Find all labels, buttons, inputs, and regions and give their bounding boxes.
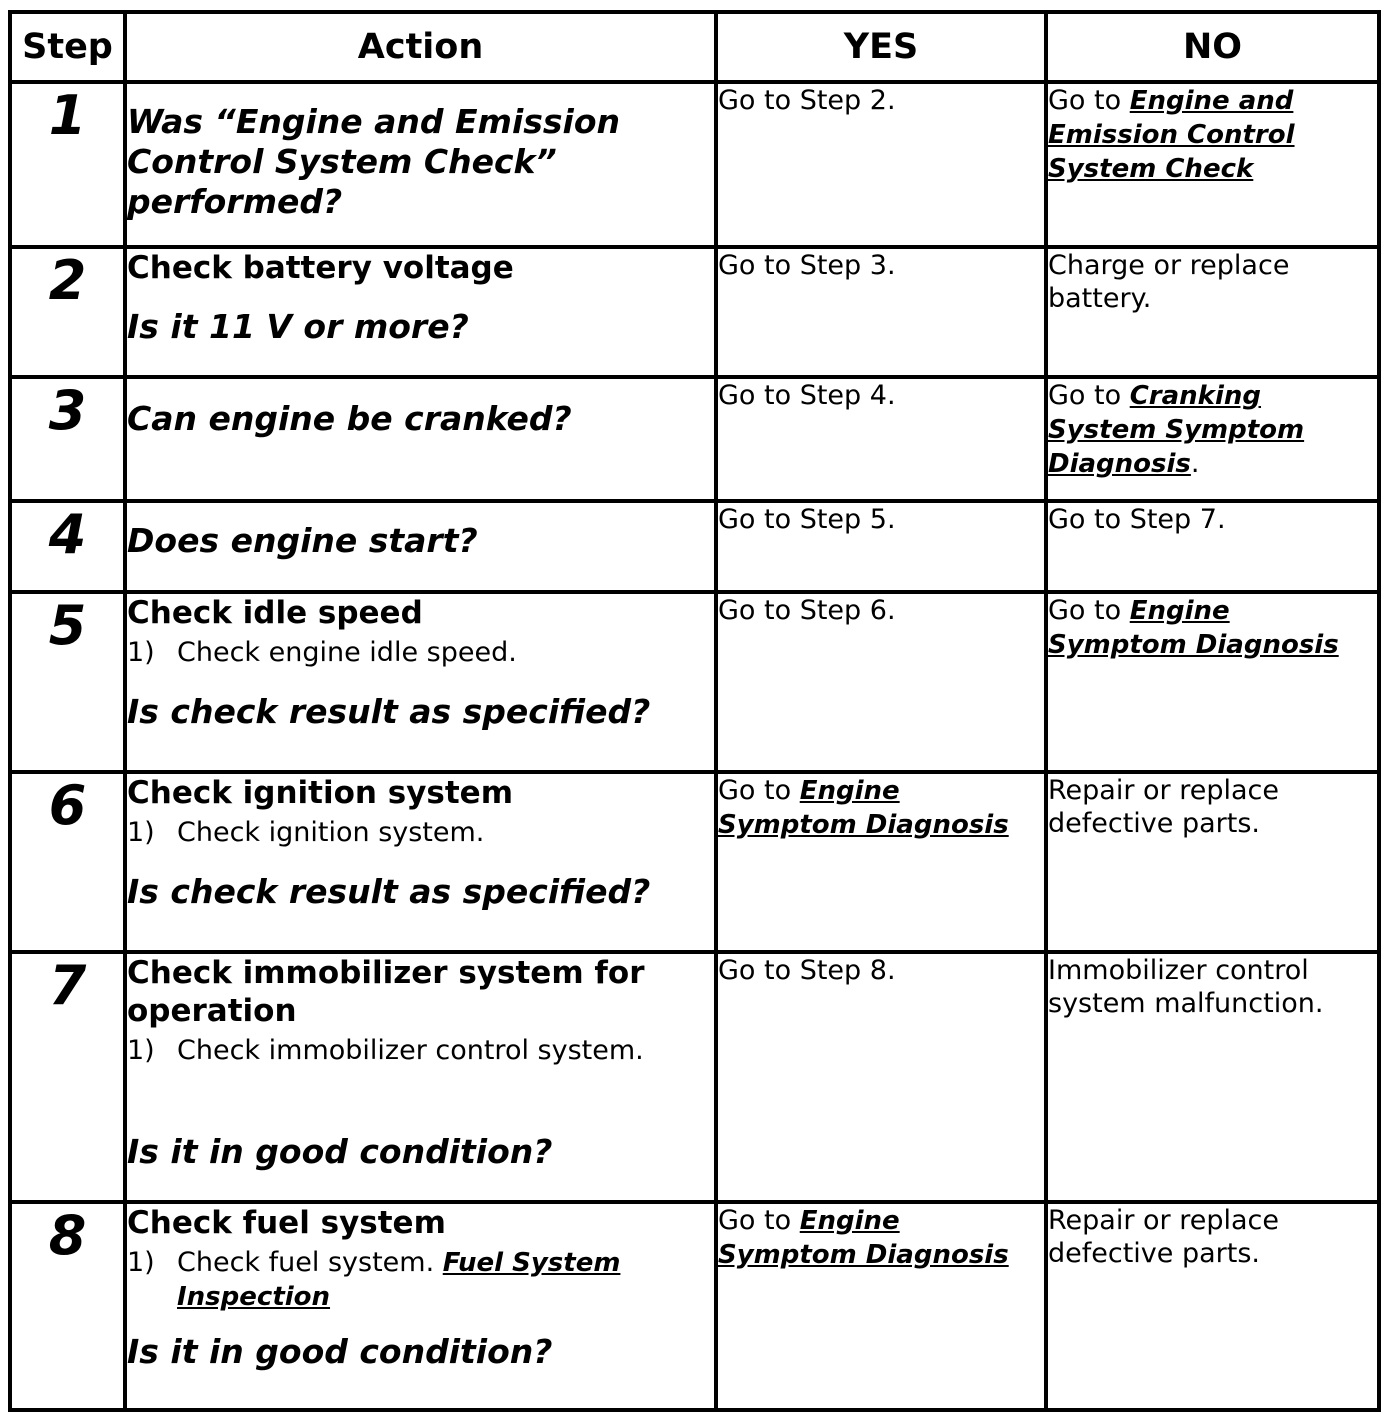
table-row bbox=[10, 377, 1379, 501]
table-row bbox=[10, 501, 1379, 592]
no-cell: Immobilizer control system malfunction. bbox=[1046, 952, 1379, 1202]
step-heading: Check ignition system bbox=[127, 775, 514, 811]
step-question: Was “Engine and Emission Control System Check” performed? bbox=[127, 102, 621, 221]
step-heading: Check battery voltage bbox=[127, 250, 514, 286]
step-number: 2 bbox=[10, 247, 125, 377]
step-question: Is check result as specified? bbox=[127, 872, 651, 911]
sub-step bbox=[127, 816, 714, 850]
table-row bbox=[10, 82, 1379, 247]
diagnostic-table bbox=[8, 10, 1381, 1412]
header-no: NO bbox=[1046, 12, 1379, 82]
action-cell bbox=[125, 377, 716, 501]
sub-step bbox=[127, 636, 714, 670]
table-row bbox=[10, 247, 1379, 377]
no-text: Go to bbox=[1048, 380, 1130, 411]
step-number: 8 bbox=[10, 1202, 125, 1410]
no-cell: Repair or replace defective parts. bbox=[1046, 1202, 1379, 1410]
action-cell bbox=[125, 772, 716, 952]
action-cell bbox=[125, 82, 716, 247]
step-number: 4 bbox=[10, 501, 125, 592]
yes-cell: Go to Step 4. bbox=[716, 377, 1046, 501]
step-question: Can engine be cranked? bbox=[127, 399, 572, 438]
yes-cell: Go to Step 5. bbox=[716, 501, 1046, 592]
step-heading: Check immobilizer system for operation bbox=[127, 955, 645, 1029]
engine-symptom-diagnosis-link[interactable]: Engine Symptom Diagnosis bbox=[718, 1206, 1009, 1270]
step-question: Is it 11 V or more? bbox=[127, 307, 469, 346]
action-cell bbox=[125, 1202, 716, 1410]
sub-step-number: 1) bbox=[127, 817, 155, 848]
engine-symptom-diagnosis-link[interactable]: Engine Symptom Diagnosis bbox=[1048, 596, 1339, 660]
no-cell bbox=[1046, 82, 1379, 247]
no-text: Go to bbox=[1048, 85, 1130, 116]
sub-step-text bbox=[177, 1246, 714, 1314]
step-number: 3 bbox=[10, 377, 125, 501]
step-number: 6 bbox=[10, 772, 125, 952]
step-question: Is check result as specified? bbox=[127, 692, 651, 731]
table-row bbox=[10, 592, 1379, 772]
step-question: Is it in good condition? bbox=[127, 1132, 553, 1171]
action-cell bbox=[125, 501, 716, 592]
yes-cell: Go to Step 3. bbox=[716, 247, 1046, 377]
no-cell bbox=[1046, 592, 1379, 772]
action-cell bbox=[125, 952, 716, 1202]
cranking-diagnosis-link[interactable]: Cranking System Symptom Diagnosis bbox=[1048, 381, 1305, 479]
action-cell bbox=[125, 592, 716, 772]
header-action: Action bbox=[125, 12, 716, 82]
step-heading: Check idle speed bbox=[127, 595, 423, 631]
sub-step bbox=[127, 1034, 714, 1068]
action-cell bbox=[125, 247, 716, 377]
no-suffix: . bbox=[1190, 448, 1200, 479]
no-text: Go to bbox=[1048, 595, 1130, 626]
table-row bbox=[10, 1202, 1379, 1410]
fuel-system-inspection-link[interactable]: Fuel System Inspection bbox=[177, 1248, 621, 1312]
header-row bbox=[10, 12, 1379, 82]
sub-step-label: Check fuel system. bbox=[177, 1247, 443, 1278]
table-row bbox=[10, 952, 1379, 1202]
yes-cell bbox=[716, 772, 1046, 952]
sub-step-number: 1) bbox=[127, 1035, 155, 1066]
yes-cell bbox=[716, 1202, 1046, 1410]
no-cell: Go to Step 7. bbox=[1046, 501, 1379, 592]
sub-step-number: 1) bbox=[127, 1247, 155, 1278]
table-row bbox=[10, 772, 1379, 952]
yes-cell: Go to Step 6. bbox=[716, 592, 1046, 772]
sub-step-text: Check immobilizer control system. bbox=[177, 1035, 644, 1066]
sub-step bbox=[127, 1246, 714, 1314]
step-question: Is it in good condition? bbox=[127, 1332, 553, 1371]
step-number: 1 bbox=[10, 82, 125, 247]
engine-symptom-diagnosis-link[interactable]: Engine Symptom Diagnosis bbox=[718, 776, 1009, 840]
header-step: Step bbox=[10, 12, 125, 82]
no-cell: Repair or replace defective parts. bbox=[1046, 772, 1379, 952]
engine-emission-check-link[interactable]: Engine and Emission Control System Check bbox=[1048, 86, 1295, 184]
sub-step-text: Check engine idle speed. bbox=[177, 637, 517, 668]
sub-step-number: 1) bbox=[127, 637, 155, 668]
step-heading: Check fuel system bbox=[127, 1205, 446, 1241]
header-yes: YES bbox=[716, 12, 1046, 82]
yes-text: Go to bbox=[718, 775, 800, 806]
yes-text: Go to bbox=[718, 1205, 800, 1236]
sub-step-text: Check ignition system. bbox=[177, 817, 485, 848]
yes-cell: Go to Step 8. bbox=[716, 952, 1046, 1202]
step-number: 7 bbox=[10, 952, 125, 1202]
no-cell: Charge or replace battery. bbox=[1046, 247, 1379, 377]
step-question: Does engine start? bbox=[127, 521, 478, 560]
step-number: 5 bbox=[10, 592, 125, 772]
no-cell bbox=[1046, 377, 1379, 501]
yes-cell: Go to Step 2. bbox=[716, 82, 1046, 247]
